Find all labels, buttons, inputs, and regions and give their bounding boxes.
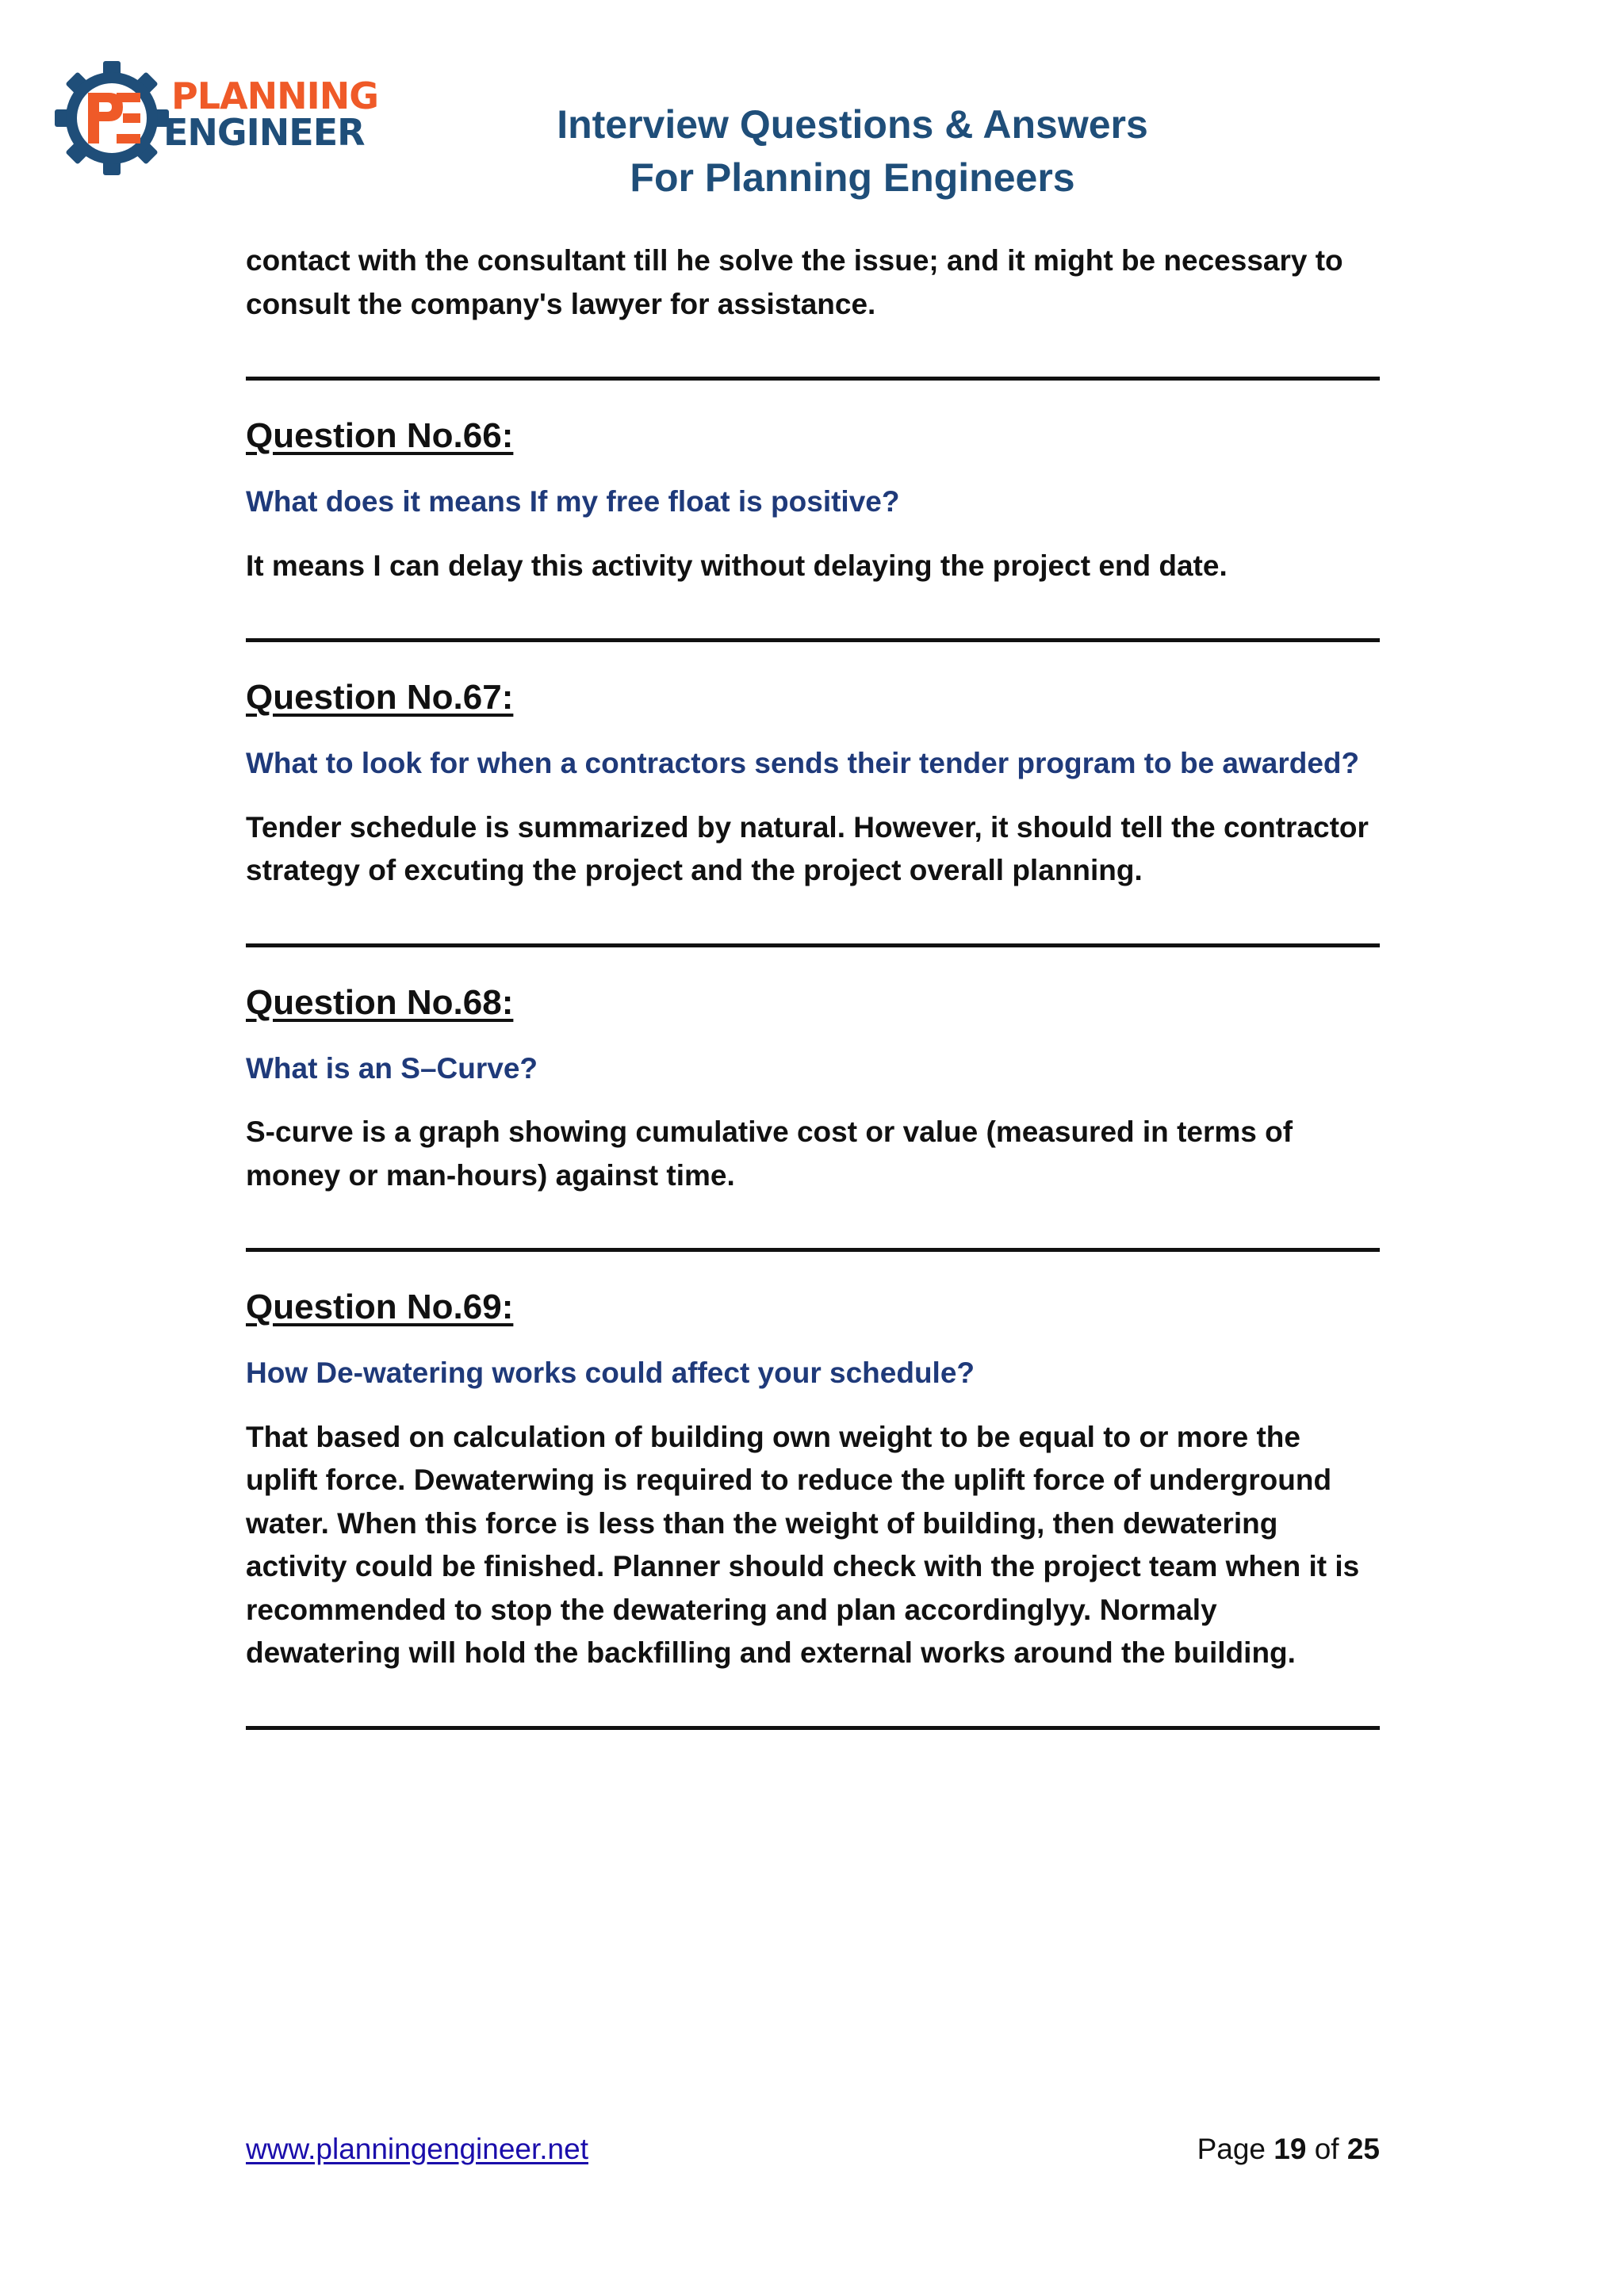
logo-word-engineer: ENGINEER — [163, 111, 365, 154]
answer-text: Tender schedule is summarized by natural. However, it should tell the contractor strategy of excuting the project and the project overall planning. — [246, 810, 1369, 886]
question-block-69 — [246, 1290, 1380, 1730]
answer-text: S-curve is a graph showing cumulative cost or value (measured in terms of money or man-hours) against time. — [246, 1115, 1293, 1192]
divider — [246, 377, 1380, 381]
page-number — [1197, 2133, 1380, 2166]
divider — [246, 943, 1380, 947]
header-title-line1: Interview Questions & Answers — [557, 102, 1148, 147]
header-title-line2: For Planning Engineers — [630, 155, 1075, 200]
logo — [52, 49, 401, 176]
question-heading: Question No.69: — [246, 1288, 514, 1326]
intro-paragraph: contact with the consultant till he solve the issue; and it might be necessary to consult the company's lawyer for assistance. — [246, 244, 1343, 320]
question-text: What does it means If my free float is positive? — [246, 485, 900, 518]
website-link[interactable]: www.planningengineer.net — [246, 2133, 588, 2165]
question-text: What to look for when a contractors sends their tender program to be awarded? — [246, 747, 1360, 779]
divider — [246, 1726, 1380, 1730]
page-total: 25 — [1346, 2133, 1380, 2165]
page-prefix: Page — [1197, 2133, 1266, 2165]
logo-word-planning: PLANNING — [171, 75, 378, 117]
answer-text: It means I can delay this activity without delaying the project end date. — [246, 549, 1228, 582]
divider — [246, 1248, 1380, 1252]
question-heading: Question No.67: — [246, 678, 514, 717]
question-block-66 — [246, 416, 1380, 642]
gear-logo-icon — [52, 59, 171, 178]
page-of: of — [1314, 2133, 1339, 2165]
question-block-68 — [246, 982, 1380, 1253]
divider — [246, 638, 1380, 642]
question-heading: Question No.66: — [246, 416, 514, 455]
question-text: What is an S–Curve? — [246, 1051, 538, 1085]
page-current: 19 — [1274, 2133, 1307, 2165]
answer-text: That based on calculation of building own weight to be equal to or more the uplift force. Dewaterwing is required to reduce the uplift force of underground water. When this force is less than the weight of building, then dewatering activity could be finished. Planner should check with the project team when it is recommended to stop the dewatering and plan accordinglyy. Normaly dewatering will hold the backfilling and external works around the building. — [246, 1420, 1360, 1669]
document-body — [246, 239, 1380, 1730]
question-text: How De-watering works could affect your schedule? — [246, 1357, 975, 1389]
question-block-67 — [246, 680, 1380, 947]
question-heading: Question No.68: — [246, 982, 514, 1022]
